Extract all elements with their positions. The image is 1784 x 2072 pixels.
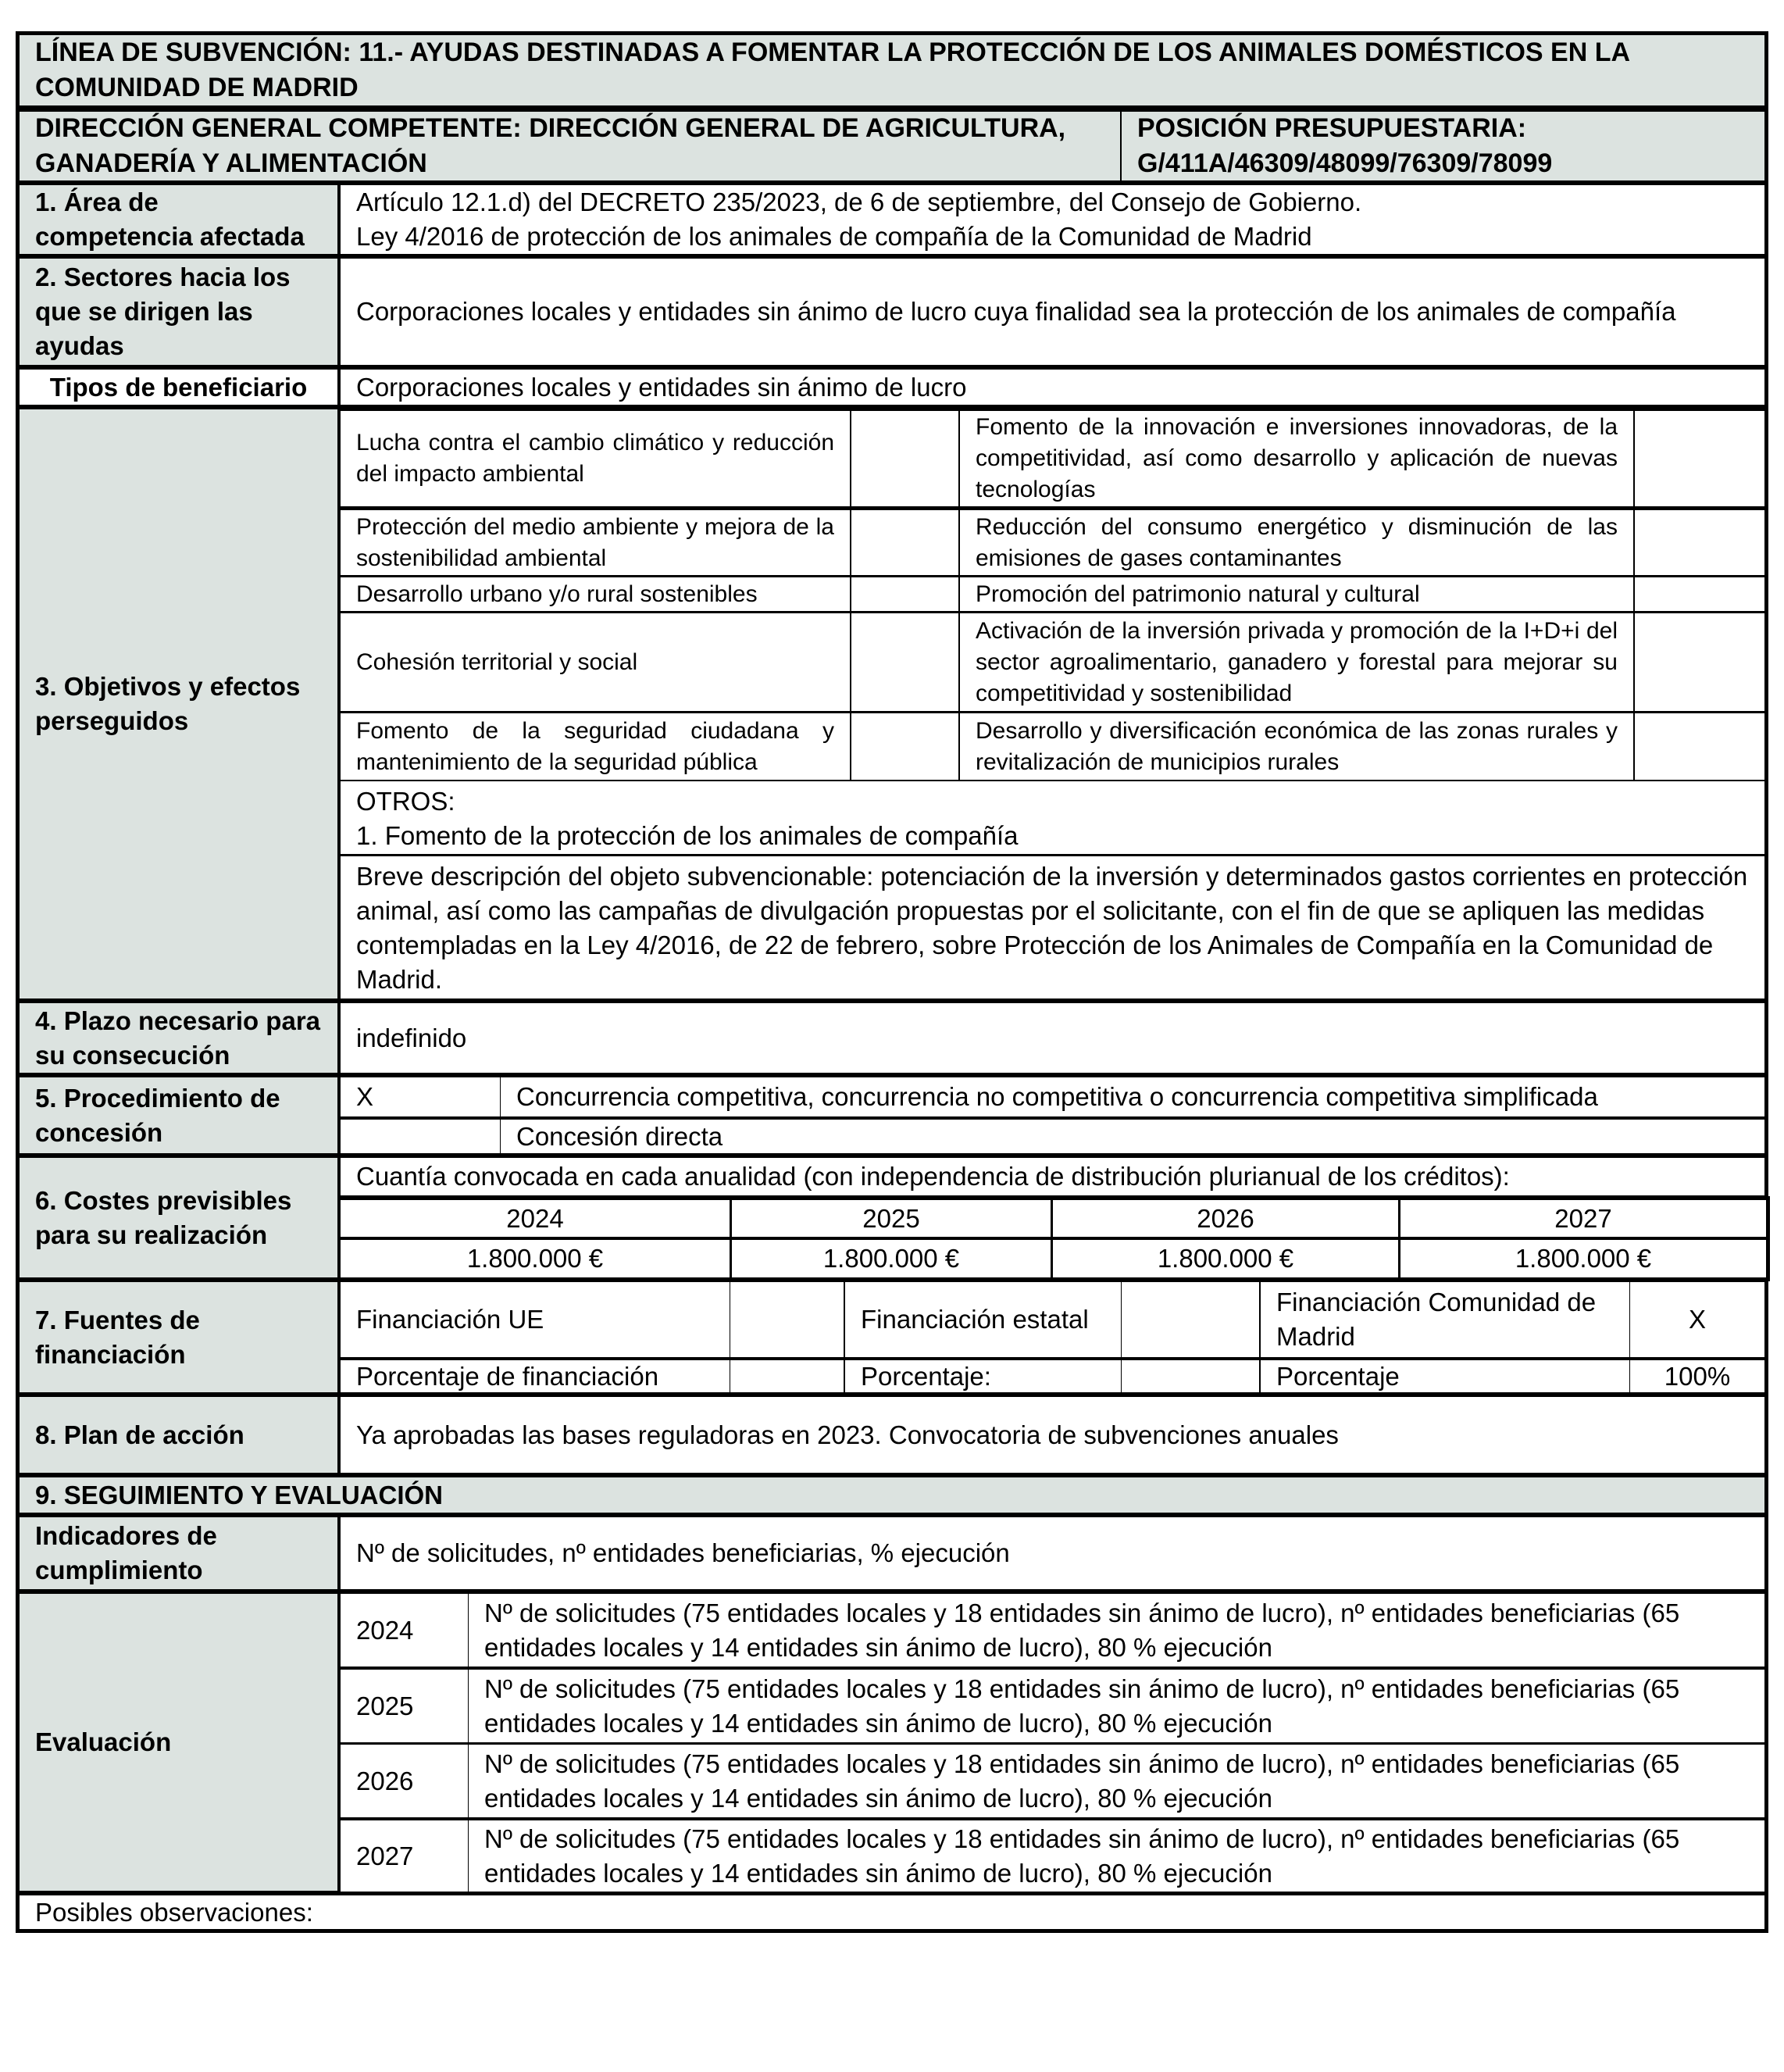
evaluation-text-2027: Nº de solicitudes (75 entidades locales y 18 entidades sin ánimo de lucro), nº entidades beneficiarias (65 entidades locales y 14 entidades sin ánimo de lucro), 80 % ejecución [468,1818,1768,1895]
objective-right-3: Promoción del patrimonio natural y cultural [958,575,1635,613]
indicadores-value: Nº de solicitudes, nº entidades beneficiarias, % ejecución [338,1515,1768,1593]
objective-right-checkbox-5[interactable] [1633,711,1768,781]
fuentes-estatal-mark[interactable] [1121,1280,1261,1359]
linea-subvencion-title: LÍNEA DE SUBVENCIÓN: 11.- AYUDAS DESTINADAS A FOMENTAR LA PROTECCIÓN DE LOS ANIMALES DOMÉSTICOS EN LA COMUNIDAD DE MADRID [16,31,1768,109]
seguimiento-title: 9. SEGUIMIENTO Y EVALUACIÓN [16,1475,1768,1516]
plazo-label: 4. Plazo necesario para su consecución [16,1001,340,1077]
objective-left-checkbox-5[interactable] [850,711,960,781]
fuentes-estatal-label: Financiación estatal [844,1280,1122,1359]
objective-left-4: Cohesión territorial y social [338,611,851,713]
area-line-1: Artículo 12.1.d) del DECRETO 235/2023, de 6 de septiembre, del Consejo de Gobierno. [356,188,1362,216]
procedimiento-option-1-mark[interactable]: X [338,1075,501,1119]
posicion-label: POSICIÓN PRESUPUESTARIA: [1137,113,1527,143]
objective-left-checkbox-4[interactable] [850,611,960,713]
procedimiento-option-2-text: Concesión directa [500,1117,1768,1157]
plazo-value: indefinido [338,1001,1768,1077]
evaluation-year-2025: 2025 [338,1667,469,1745]
objective-right-checkbox-2[interactable] [1633,506,1768,577]
indicadores-label: Indicadores de cumplimiento [16,1515,340,1593]
objective-left-1: Lucha contra el cambio climático y reducción del impacto ambiental [338,407,851,508]
tipos-value: Corporaciones locales y entidades sin ánimo de lucro [338,367,1768,409]
evaluacion-label: Evaluación [16,1592,340,1895]
objective-left-5: Fomento de la seguridad ciudadana y mantenimiento de la seguridad pública [338,711,851,781]
objective-left-2: Protección del medio ambiente y mejora de la sostenibilidad ambiental [338,506,851,577]
plan-value: Ya aprobadas las bases reguladoras en 2023. Convocatoria de subvenciones anuales [338,1395,1768,1477]
area-label: 1. Área de competencia afectada [16,183,340,258]
objective-right-checkbox-4[interactable] [1633,611,1768,713]
area-value [338,183,1768,258]
sectores-label: 2. Sectores hacia los que se dirigen las ayudas [16,256,340,369]
procedimiento-label: 5. Procedimiento de concesión [16,1075,340,1157]
objective-right-4: Activación de la inversión privada y promoción de la I+D+i del sector agroalimentario, ganadero y forestal para mejorar su competitividad y sostenibilidad [958,611,1635,713]
otros-label: OTROS: [356,787,455,816]
objective-right-checkbox-3[interactable] [1633,575,1768,613]
procedimiento-option-1-text: Concurrencia competitiva, concurrencia no competitiva o concurrencia competitiva simplificada [500,1075,1768,1119]
area-line-2: Ley 4/2016 de protección de los animales de compañía de la Comunidad de Madrid [356,222,1312,251]
tipos-label: Tipos de beneficiario [16,367,340,409]
direccion-general: DIRECCIÓN GENERAL COMPETENTE: DIRECCIÓN GENERAL DE AGRICULTURA, GANADERÍA Y ALIMENTACIÓN [16,108,1122,184]
evaluation-text-2025: Nº de solicitudes (75 entidades locales y 18 entidades sin ánimo de lucro), nº entidades beneficiarias (65 entidades locales y 14 entidades sin ánimo de lucro), 80 % ejecución [468,1667,1768,1745]
fuentes-ue-mark[interactable] [730,1280,845,1359]
objective-right-2: Reducción del consumo energético y disminución de las emisiones de gases contaminantes [958,506,1635,577]
otros-block [338,780,1768,856]
objective-right-1: Fomento de la innovación e inversiones innovadoras, de la competitividad, así como desarrollo y aplicación de nuevas tecnologías [958,407,1635,508]
descripcion-objeto: Breve descripción del objeto subvencionable: potenciación de la inversión y determinados gastos corrientes en protección animal, así como las campañas de divulgación propuestas por el solicitante, con el fin de que se apliquen las medidas contempladas en la Ley 4/2016, de 22 de febrero, sobre Protección de los Animales de Compañía en la Comunidad de Madrid. [338,854,1768,1002]
sectores-value: Corporaciones locales y entidades sin ánimo de lucro cuya finalidad sea la protección de los animales de compañía [338,256,1768,369]
objective-left-checkbox-2[interactable] [850,506,960,577]
cost-year-2026: 2026 [1051,1196,1400,1239]
fuentes-label: 7. Fuentes de financiación [16,1280,340,1396]
fuentes-pct-cm-value[interactable]: 100% [1629,1358,1768,1396]
fuentes-cm-label: Financiación Comunidad de Madrid [1259,1280,1631,1359]
objective-right-5: Desarrollo y diversificación económica de las zonas rurales y revitalización de municipios rurales [958,711,1635,781]
cost-year-2027: 2027 [1398,1196,1770,1239]
evaluation-year-2026: 2026 [338,1742,469,1820]
posicion-value: G/411A/46309/48099/76309/78099 [1137,148,1553,178]
fuentes-ue-label: Financiación UE [338,1280,731,1359]
cost-amount-2025: 1.800.000 € [730,1238,1052,1281]
costes-label: 6. Costes previsibles para su realización [16,1156,340,1281]
fuentes-cm-mark[interactable]: X [1629,1280,1768,1359]
cost-amount-2026: 1.800.000 € [1051,1238,1400,1281]
observaciones: Posibles observaciones: [16,1893,1768,1933]
otros-item: 1. Fomento de la protección de los animales de compañía [356,821,1019,850]
objective-left-checkbox-1[interactable] [850,407,960,508]
cost-year-2024: 2024 [338,1196,731,1239]
objetivos-label: 3. Objetivos y efectos perseguidos [16,407,340,1002]
objective-left-checkbox-3[interactable] [850,575,960,613]
evaluation-text-2024: Nº de solicitudes (75 entidades locales y 18 entidades sin ánimo de lucro), nº entidades beneficiarias (65 entidades locales y 14 entidades sin ánimo de lucro), 80 % ejecución [468,1592,1768,1669]
fuentes-pct-estatal-label: Porcentaje: [844,1358,1122,1396]
cost-amount-2027: 1.800.000 € [1398,1238,1770,1281]
evaluation-year-2027: 2027 [338,1818,469,1895]
fuentes-pct-cm-label: Porcentaje [1259,1358,1631,1396]
evaluation-year-2024: 2024 [338,1592,469,1669]
cost-year-2025: 2025 [730,1196,1052,1239]
objective-right-checkbox-1[interactable] [1633,407,1768,508]
fuentes-pct-ue-value[interactable] [730,1358,845,1396]
objective-left-3: Desarrollo urbano y/o rural sostenibles [338,575,851,613]
costes-intro: Cuantía convocada en cada anualidad (con independencia de distribución plurianual de los créditos): [338,1156,1768,1198]
cost-amount-2024: 1.800.000 € [338,1238,731,1281]
fuentes-pct-estatal-value[interactable] [1121,1358,1261,1396]
fuentes-pct-ue-label: Porcentaje de financiación [338,1358,731,1396]
evaluation-text-2026: Nº de solicitudes (75 entidades locales y 18 entidades sin ánimo de lucro), nº entidades beneficiarias (65 entidades locales y 14 entidades sin ánimo de lucro), 80 % ejecución [468,1742,1768,1820]
procedimiento-option-2-mark[interactable] [338,1117,501,1157]
posicion-presupuestaria [1120,108,1768,184]
plan-label: 8. Plan de acción [16,1395,340,1477]
